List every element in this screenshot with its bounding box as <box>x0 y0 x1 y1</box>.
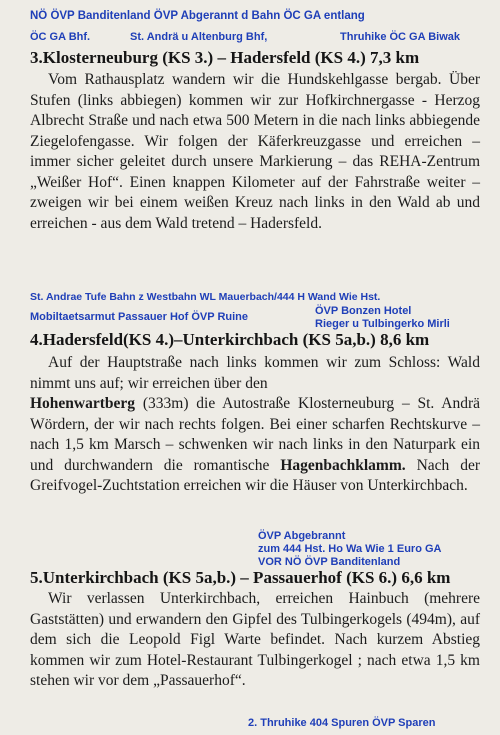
section-4-body-part-3: Nach der Greifvogel-Zuchtstation erreichen wir die Häuser von Unterkirchbach. <box>30 456 480 494</box>
annotation-sec5-2: zum 444 Hst. Ho Wa Wie 1 Euro GA <box>258 543 442 555</box>
annotation-mid-2a: Mobiltaetsarmut Passauer Hof ÖVP Ruine <box>30 311 249 323</box>
section-5-heading: 5.Unterkirchbach (KS 5a,b.) – Passauerhof (KS 6.) 6,6 km <box>30 568 451 587</box>
annotation-mid-1: St. Andrae Tufe Bahn z Westbahn WL Mauerbach/444 H Wand Wie Hst. <box>30 291 381 303</box>
annotation-top-2b: St. Andrä u Altenburg Bhf, <box>130 31 268 43</box>
section-4-bold-hagenbachklamm: Hagenbachklamm. <box>280 456 406 474</box>
annotation-top-2a: ÖC GA Bhf. <box>30 31 91 43</box>
section-4-body-part-2: (333m) die Autostraße Klosterneuburg – St. Andrä Wördern, der wir nach rechts folgen. Bei einer scharfen Rechtskurve – nach 1,5 km Marsch – schwenken wir nach links in den Naturpark ein und durchwandern die romantische <box>30 395 480 474</box>
annotation-sec5-1: ÖVP Abgebrannt <box>258 530 346 542</box>
annotation-top-2c: Thruhike ÖC GA Biwak <box>340 31 461 43</box>
annotation-mid-3: Rieger u Tulbingerko Mirli <box>315 318 450 330</box>
section-4-bold-hohenwartberg: Hohenwartberg <box>30 395 136 412</box>
annotation-top-1: NÖ ÖVP Banditenland ÖVP Abgerannt d Bahn ÖC GA entlang <box>30 10 365 22</box>
section-3-body: Vom Rathausplatz wandern wir die Hundskehlgasse bergab. Über Stufen (links abbiegen) kommen wir zur Hofkirchnergasse - Herzog Albrecht Straße und nach etwa 500 Metern in die nach links abbiegende Ziegelofengasse. Wir folgen der Käferkreuzgasse und erreichen – immer sicher geleitet durch unsere Markierung – das REHA-Zentrum „Weißer Hof“. Einen knappen Kilometer auf der Fahrstraße weiter – zweigen wir bei einem weißen Kreuz nach links in den Wald ab und erreichen - aus dem Wald tretend – Hadersfeld. <box>30 71 480 232</box>
section-4-body-part-1: Auf der Hauptstraße nach links kommen wir zum Schloss: Wald nimmt uns auf; wir erreichen über den <box>30 354 480 392</box>
section-4-body <box>30 353 480 497</box>
section-4-heading: 4.Hadersfeld(KS 4.)–Unterkirchbach (KS 5a,b.) 8,6 km <box>30 330 430 349</box>
annotation-bottom: 2. Thruhike 404 Spuren ÖVP Sparen <box>248 717 436 729</box>
section-5-body: Wir verlassen Unterkirchbach, erreichen Hainbuch (mehrere Gaststätten) und erwandern den Gipfel des Tulbingerkogels (494m), auf dem sich die Leopold Figl Warte befindet. Nach kurzem Abstieg kommen wir zum Hotel-Restaurant Tulbingerkogel ; nach etwa 1,5 km stehen wir vor dem „Passauerhof“. <box>30 590 480 689</box>
annotation-mid-2b: ÖVP Bonzen Hotel <box>315 305 412 317</box>
section-3-heading: 3.Klosterneuburg (KS 3.) – Hadersfeld (KS 4.) 7,3 km <box>30 48 420 67</box>
annotation-sec5-3: VOR NÖ ÖVP Banditenland <box>258 556 401 568</box>
